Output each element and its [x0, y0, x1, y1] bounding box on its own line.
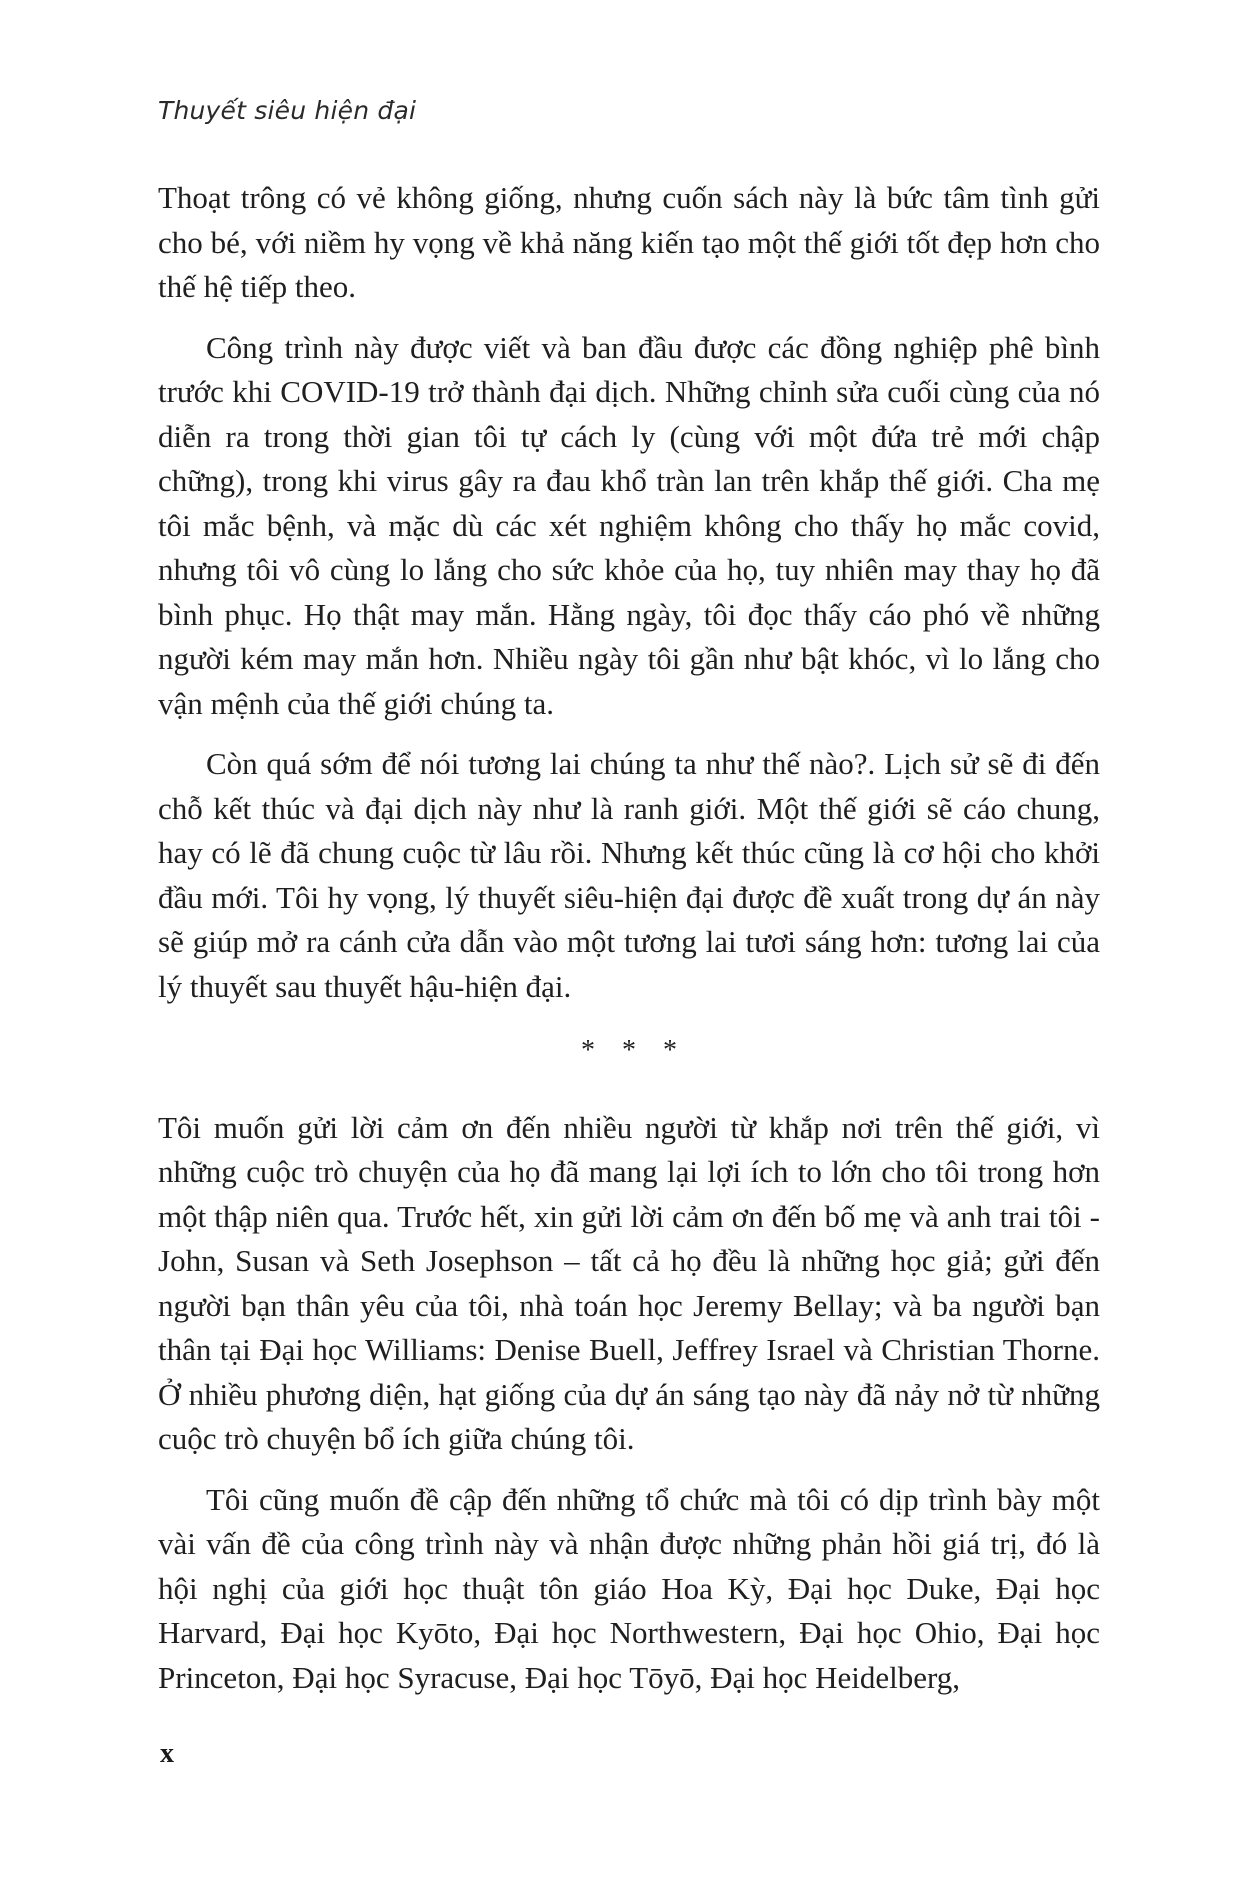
running-header-title: Thuyết siêu hiện đại: [158, 96, 417, 125]
paragraph-acknowledgements: Tôi muốn gửi lời cảm ơn đến nhiều người từ khắp nơi trên thế giới, vì những cuộc trò chuyện của họ đã mang lại lợi ích to lớn cho tôi trong hơn một thập niên qua. Trước hết, xin gửi lời cảm ơn đến bố mẹ và anh trai tôi - John, Susan và Seth Josephson – tất cả họ đều là những học giả; gửi đến người bạn thân yêu của tôi, nhà toán học Jeremy Bellay; và ba người bạn thân tại Đại học Williams: Denise Buell, Jeffrey Israel và Christian Thorne. Ở nhiều phương diện, hạt giống của dự án sáng tạo này đã nảy nở từ những cuộc trò chuyện bổ ích giữa chúng tôi.: [158, 1109, 1100, 1456]
paragraph-dedication: Thoạt trông có vẻ không giống, nhưng cuốn sách này là bức tâm tình gửi cho bé, với niềm hy vọng về khả năng kiến tạo một thế giới tốt đẹp hơn cho thế hệ tiếp theo.: [158, 180, 1100, 304]
body-text: [158, 176, 1100, 1716]
page-number: x: [160, 1738, 174, 1769]
paragraph-future: Còn quá sớm để nói tương lai chúng ta như thế nào?. Lịch sử sẽ đi đến chỗ kết thúc và đại dịch này như là ranh giới. Một thế giới sẽ cáo chung, hay có lẽ đã chung cuộc từ lâu rồi. Nhưng kết thúc cũng là cơ hội cho khởi đầu mới. Tôi hy vọng, lý thuyết siêu-hiện đại được đề xuất trong dự án này sẽ giúp mở ra cánh cửa dẫn vào một tương lai tươi sáng hơn: tương lai của lý thuyết sau thuyết hậu-hiện đại.: [158, 746, 1100, 1004]
paragraph-institutions: Tôi cũng muốn đề cập đến những tổ chức mà tôi có dịp trình bày một vài vấn đề của công trình này và nhận được những phản hồi giá trị, đó là hội nghị của giới học thuật tôn giáo Hoa Kỳ, Đại học Duke, Đại học Harvard, Đại học Kyōto, Đại học Northwestern, Đại học Ohio, Đại học Princeton, Đại học Syracuse, Đại học Tōyō, Đại học Heidelberg,: [158, 1481, 1100, 1695]
paragraph-covid: Công trình này được viết và ban đầu được các đồng nghiệp phê bình trước khi COVID-19 trở thành đại dịch. Những chỉnh sửa cuối cùng của nó diễn ra trong thời gian tôi tự cách ly (cùng với một đứa trẻ mới chập chững), trong khi virus gây ra đau khổ tràn lan trên khắp thế giới. Cha mẹ tôi mắc bệnh, và mặc dù các xét nghiệm không cho thấy họ mắc covid, nhưng tôi vô cùng lo lắng cho sức khỏe của họ, tuy nhiên may thay họ đã bình phục. Họ thật may mắn. Hằng ngày, tôi đọc thấy cáo phó về những người kém may mắn hơn. Nhiều ngày tôi gần như bật khóc, vì lo lắng cho vận mệnh của thế giới chúng ta.: [158, 329, 1100, 721]
section-separator: * * *: [581, 1035, 687, 1066]
